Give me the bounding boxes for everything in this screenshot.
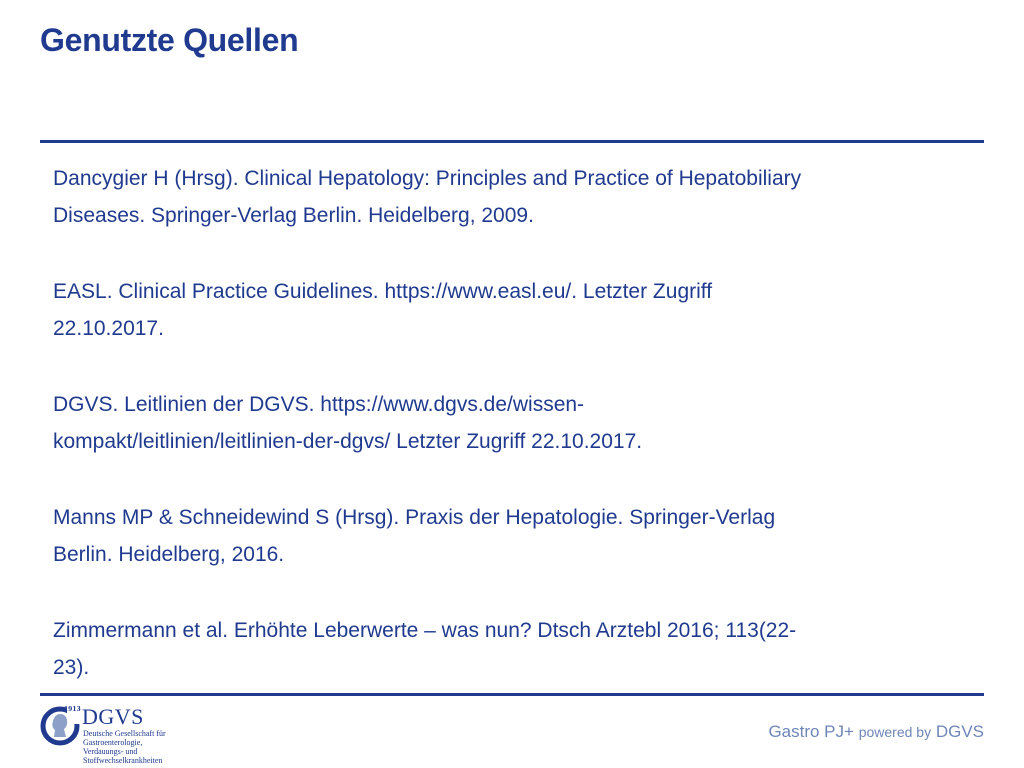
logo-year: 1913	[64, 706, 81, 713]
logo-subtitle-line: Verdauungs- und	[83, 747, 138, 756]
reference-item	[53, 499, 953, 573]
reference-item	[53, 612, 953, 686]
slide-title: Genutzte Quellen	[40, 22, 299, 58]
reference-line: Diseases. Springer-Verlag Berlin. Heidelberg, 2009.	[53, 204, 534, 227]
reference-item	[53, 273, 953, 347]
reference-line: DGVS. Leitlinien der DGVS. https://www.dgvs.de/wissen-	[53, 393, 585, 416]
logo-name: DGVS	[82, 704, 144, 729]
reference-line: Berlin. Heidelberg, 2016.	[53, 543, 285, 566]
reference-line: Dancygier H (Hrsg). Clinical Hepatology: Principles and Practice of Hepatobiliary	[53, 167, 802, 190]
reference-line: EASL. Clinical Practice Guidelines. https://www.easl.eu/. Letzter Zugriff	[53, 280, 713, 303]
logo-subtitle-line: Stoffwechselkrankheiten	[83, 756, 163, 765]
reference-list	[53, 160, 953, 686]
footer-brand: Gastro PJ+	[768, 722, 854, 741]
top-divider	[40, 140, 984, 143]
reference-line: kompakt/leitlinien/leitlinien-der-dgvs/ Letzter Zugriff 22.10.2017.	[53, 430, 643, 453]
reference-item	[53, 160, 953, 234]
footer-credit	[768, 722, 984, 742]
reference-item	[53, 386, 953, 460]
logo-subtitle	[83, 729, 243, 765]
footer-org: DGVS	[935, 722, 984, 741]
footer-powered-by: powered by	[858, 724, 932, 740]
reference-line: Zimmermann et al. Erhöhte Leberwerte – was nun? Dtsch Arztebl 2016; 113(22-	[53, 619, 797, 642]
reference-line: Manns MP & Schneidewind S (Hrsg). Praxis der Hepatologie. Springer-Verlag	[53, 506, 776, 529]
bottom-divider	[40, 693, 984, 696]
dgvs-logo	[40, 702, 240, 764]
logo-subtitle-line: Deutsche Gesellschaft für	[83, 729, 166, 738]
reference-line: 22.10.2017.	[53, 317, 164, 340]
reference-line: 23).	[53, 656, 90, 679]
logo-subtitle-line: Gastroenterologie,	[83, 738, 143, 747]
